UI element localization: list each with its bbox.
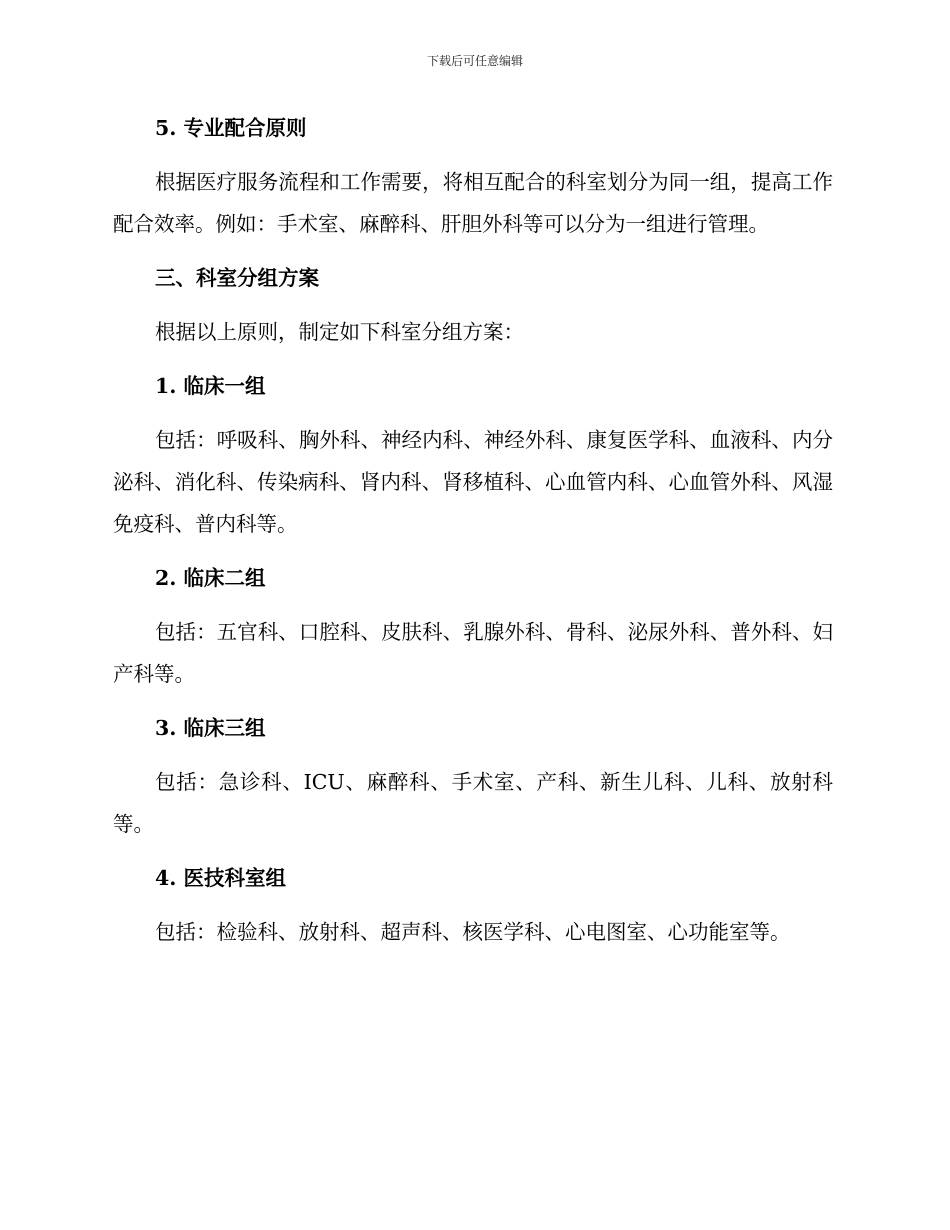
paragraph-clinical-group-1: 包括：呼吸科、胸外科、神经内科、神经外科、康复医学科、血液科、内分泌科、消化科、传染病科、肾内科、肾移植科、心血管内科、心血管外科、风湿免疫科、普内科等。	[113, 428, 833, 536]
paragraph-clinical-group-3: 包括：急诊科、ICU、麻醉科、手术室、产科、新生儿科、儿科、放射科等。	[113, 770, 833, 836]
page-header: 下载后可任意编辑	[426, 54, 523, 68]
heading-clinical-group-1: 1. 临床一组	[155, 374, 266, 398]
document-body	[113, 107, 833, 965]
paragraph-clinical-group-2: 包括：五官科、口腔科、皮肤科、乳腺外科、骨科、泌尿外科、普外科、妇产科等。	[113, 620, 833, 686]
paragraph-grouping-intro: 根据以上原则，制定如下科室分组方案：	[155, 320, 524, 344]
paragraph-professional-coordination-principle: 根据医疗服务流程和工作需要，将相互配合的科室划分为同一组，提高工作配合效率。例如：手术室、麻醉科、肝胆外科等可以分为一组进行管理。	[113, 170, 833, 236]
heading-professional-coordination-principle: 5. 专业配合原则	[155, 116, 307, 140]
heading-clinical-group-2: 2. 临床二组	[155, 566, 266, 590]
heading-department-grouping-plan: 三、科室分组方案	[155, 266, 319, 290]
heading-clinical-group-3: 3. 临床三组	[155, 716, 266, 740]
paragraph-medical-technology-group: 包括：检验科、放射科、超声科、核医学科、心电图室、心功能室等。	[155, 920, 791, 944]
heading-medical-technology-group: 4. 医技科室组	[155, 866, 287, 890]
